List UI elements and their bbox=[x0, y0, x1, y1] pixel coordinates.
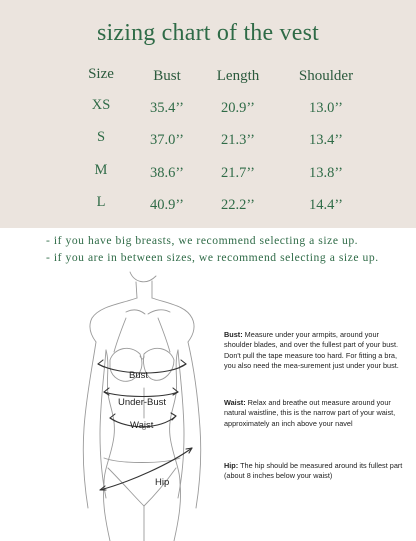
table-header-length: Length bbox=[216, 68, 260, 84]
bust-description-text: Measure under your armpits, around your shoulder blades, and over the fullest part of your bust. Don't pull the tape measure too hard. For fitting a bra, you also need the mea-surement just under your bust. bbox=[224, 330, 399, 371]
label-under-bust: Under-Bust bbox=[118, 397, 167, 408]
table-cell-size: L bbox=[96, 194, 106, 210]
table-cell-length: 22.2’’ bbox=[221, 197, 255, 213]
table-header-shoulder: Shoulder bbox=[298, 68, 354, 84]
table-cell-size: S bbox=[96, 129, 106, 145]
table-cell-shoulder: 13.8’’ bbox=[309, 165, 343, 181]
table-cell-shoulder: 14.4’’ bbox=[309, 197, 343, 213]
table-header-size: Size bbox=[88, 66, 114, 82]
label-waist: Waist bbox=[130, 420, 154, 431]
table-cell-length: 21.7’’ bbox=[221, 165, 255, 181]
waist-description-text: Relax and breathe out measure around your natural waistline, this is the narrow part of your waist, approximately an inch above your navel bbox=[224, 398, 396, 428]
hip-description bbox=[224, 461, 408, 482]
size-notes bbox=[46, 232, 379, 266]
note-between-sizes: - if you are in between sizes, we recommend selecting a size up. bbox=[46, 251, 379, 264]
table-cell-bust: 38.6’’ bbox=[150, 165, 184, 181]
table-cell-length: 20.9’’ bbox=[221, 100, 255, 116]
label-hip: Hip bbox=[155, 477, 170, 488]
table-cell-shoulder: 13.0’’ bbox=[309, 100, 343, 116]
table-cell-bust: 40.9’’ bbox=[150, 197, 184, 213]
table-header-bust: Bust bbox=[153, 68, 181, 84]
table-cell-bust: 37.0’’ bbox=[150, 132, 184, 148]
table-cell-size: M bbox=[94, 162, 108, 178]
label-bust: Bust bbox=[129, 370, 149, 381]
table-cell-shoulder: 13.4’’ bbox=[309, 132, 343, 148]
table-cell-size: XS bbox=[91, 97, 111, 113]
waist-description-title: Waist: bbox=[224, 398, 246, 407]
waist-description bbox=[224, 398, 408, 429]
size-chart-panel bbox=[0, 0, 416, 228]
hip-description-text: The hip should be measured around its fullest part (about 8 inches below your waist) bbox=[224, 461, 403, 481]
table-cell-length: 21.3’’ bbox=[221, 132, 255, 148]
bust-description bbox=[224, 330, 408, 372]
table-cell-bust: 35.4’’ bbox=[150, 100, 184, 116]
hip-description-title: Hip: bbox=[224, 461, 239, 470]
bust-description-title: Bust: bbox=[224, 330, 243, 339]
chart-title: sizing chart of the vest bbox=[96, 20, 320, 46]
note-big-breasts: - if you have big breasts, we recommend selecting a size up. bbox=[46, 234, 359, 247]
